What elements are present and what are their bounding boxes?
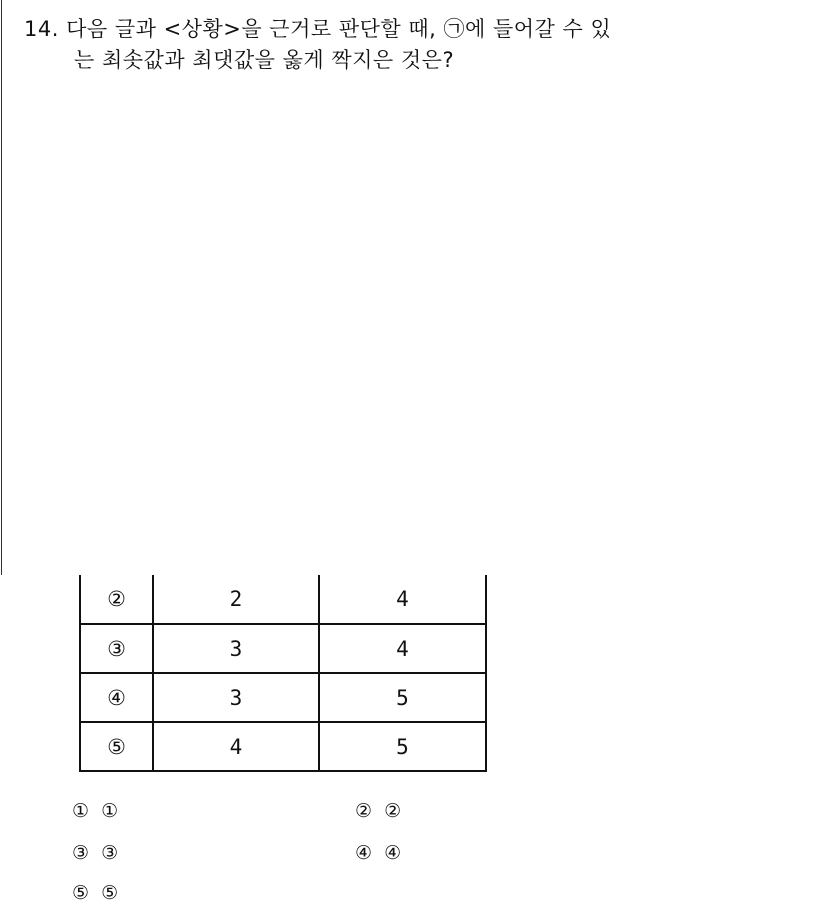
choice-4[interactable] [355, 842, 404, 864]
table-row [80, 722, 486, 771]
choice-value: ④ [384, 842, 405, 864]
choice-value: ⑤ [101, 882, 122, 904]
choice-2[interactable] [355, 800, 404, 822]
choice-value: ③ [101, 842, 122, 864]
question-line-1 [24, 14, 611, 45]
choice-3[interactable] [72, 842, 121, 864]
table-row [80, 575, 486, 624]
min-value-cell: 3 [153, 624, 319, 673]
row-marker: ⑤ [80, 722, 153, 771]
left-margin-rule [1, 0, 2, 575]
max-value-cell: 5 [319, 673, 486, 722]
max-value-cell: 4 [319, 575, 486, 624]
max-value-cell: 5 [319, 722, 486, 771]
choice-1[interactable] [72, 800, 121, 822]
question-stem-1: 다음 글과 <상황>을 근거로 판단할 때, ㉠에 들어갈 수 있 [66, 17, 612, 41]
choice-number: ③ [72, 842, 93, 864]
choice-number: ② [355, 800, 376, 822]
choice-number: ⑤ [72, 882, 93, 904]
choice-5[interactable] [72, 882, 121, 904]
choice-number: ① [72, 800, 93, 822]
choice-value: ② [384, 800, 405, 822]
row-marker: ② [80, 575, 153, 624]
answer-table [79, 575, 487, 772]
min-value-cell: 2 [153, 575, 319, 624]
min-value-cell: 3 [153, 673, 319, 722]
question-text [24, 14, 611, 76]
question-number: 14. [24, 17, 59, 41]
choice-value: ① [101, 800, 122, 822]
question-line-2: 는 최솟값과 최댓값을 옳게 짝지은 것은? [74, 48, 455, 72]
table-row [80, 673, 486, 722]
min-value-cell: 4 [153, 722, 319, 771]
row-marker: ④ [80, 673, 153, 722]
max-value-cell: 4 [319, 624, 486, 673]
row-marker: ③ [80, 624, 153, 673]
choice-number: ④ [355, 842, 376, 864]
table-row [80, 624, 486, 673]
